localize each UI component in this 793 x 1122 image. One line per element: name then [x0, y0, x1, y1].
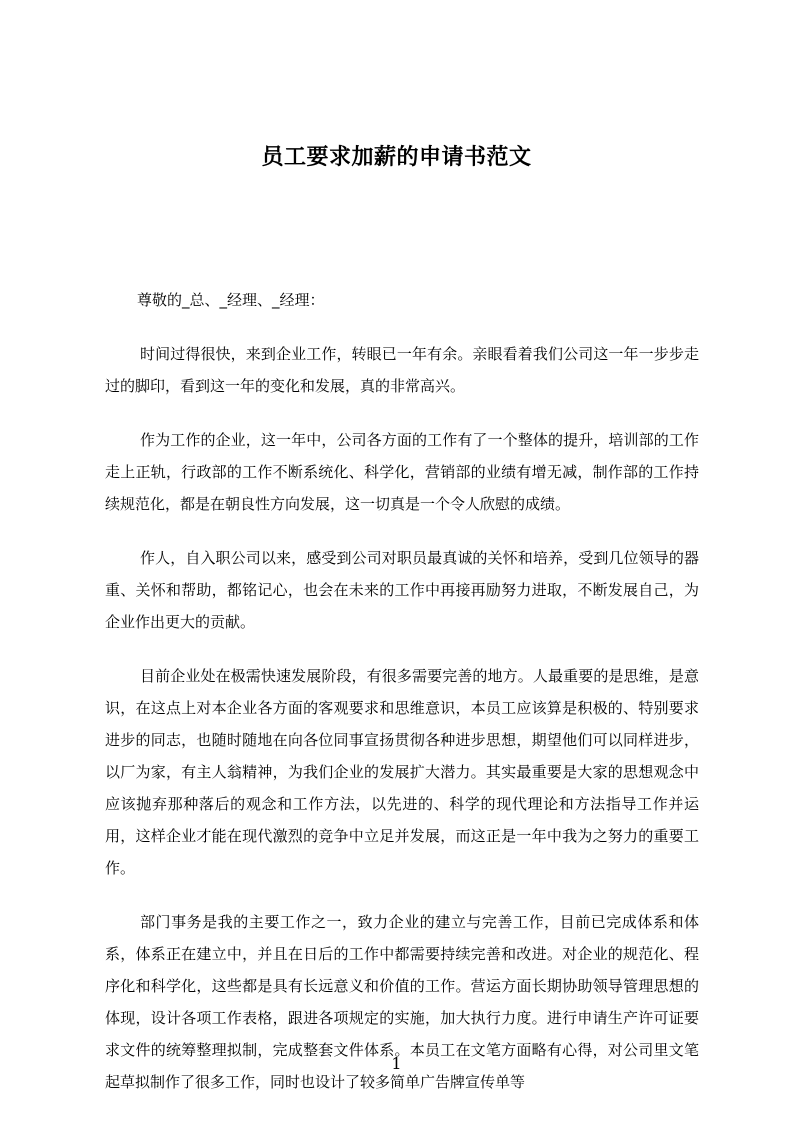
paragraph: 部门事务是我的主要工作之一，致力企业的建立与完善工作，目前已完成体系和体系，体系正在建立中，并且在日后的工作中都需要持续完善和改进。对企业的规范化、程序化和科学化，这些都是具有长远意义和价值的工作。营运方面长期协助领导管理思想的体现，设计各项工作表格，跟进各项规定的实施，加大执行力度。进行申请生产许可证要求文件的统筹整理拟制，完成整套文件体系。本员工在文笔方面略有心得，对公司里文笔起草拟制作了很多工作，同时也设计了较多简单广告牌宣传单等 [105, 913, 699, 1091]
document-title: 员工要求加薪的申请书范文 [261, 145, 532, 170]
document-body [105, 284, 699, 1120]
paragraph: 时间过得很快，来到企业工作，转眼已一年有余。亲眼看着我们公司这一年一步步走过的脚印，看到这一年的变化和发展，真的非常高兴。 [105, 345, 699, 395]
paragraph: 作为工作的企业，这一年中，公司各方面的工作有了一个整体的提升，培训部的工作走上正轨，行政部的工作不断系统化、科学化，营销部的业绩有增无减，制作部的工作持续规范化，都是在朝良性方向发展，这一切真是一个令人欣慰的成绩。 [105, 431, 699, 513]
page-number: 1 [391, 1054, 402, 1073]
paragraph: 目前企业处在极需快速发展阶段，有很多需要完善的地方。人最重要的是思维，是意识，在这点上对本企业各方面的客观要求和思维意识，本员工应该算是积极的、特别要求进步的同志，也随时随地在向各位同事宣扬贯彻各种进步思想，期望他们可以同样进步，以厂为家，有主人翁精神，为我们企业的发展扩大潜力。其实最重要是大家的思想观念中应该抛弃那种落后的观念和工作方法，以先进的、科学的现代理论和方法指导工作并运用，这样企业才能在现代激烈的竞争中立足并发展，而这正是一年中我为之努力的重要工作。 [105, 667, 699, 877]
salutation: 尊敬的_总、_经理、_经理： [137, 291, 325, 309]
paragraph: 作人，自入职公司以来，感受到公司对职员最真诚的关怀和培养，受到几位领导的器重、关怀和帮助，都铭记心，也会在未来的工作中再接再励努力进取，不断发展自己，为企业作出更大的贡献。 [105, 549, 699, 631]
